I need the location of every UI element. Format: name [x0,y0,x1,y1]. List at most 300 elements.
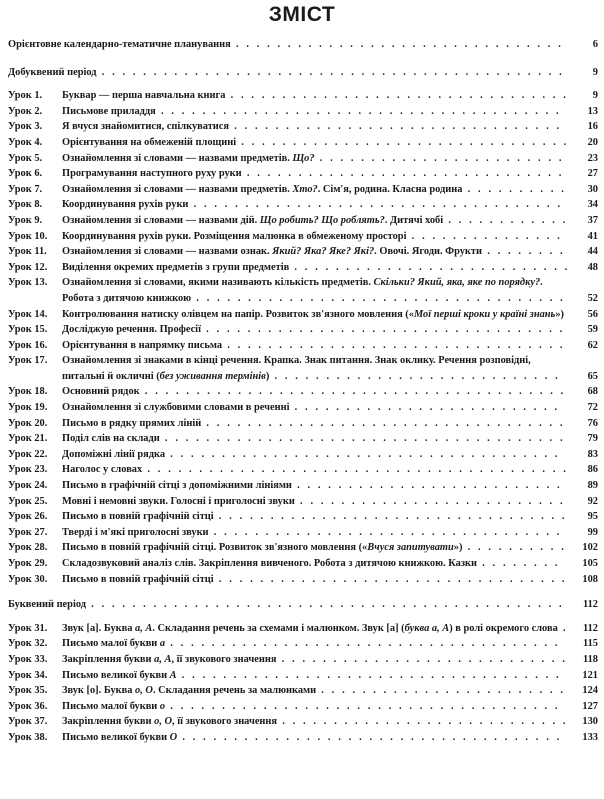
page-number: 16 [587,121,598,133]
entry-title-text: Поділ слів на склади [62,433,160,445]
entry-body [62,652,570,668]
entry-body [62,244,570,260]
entry-title-text: Тверді і м'які приголосні звуки [62,526,209,538]
lesson-number: Урок 32. [8,638,48,650]
toc-entry[interactable] [8,244,598,260]
entry-body [62,307,570,323]
entry-title [62,558,477,569]
toc-entry[interactable] [8,462,598,478]
dot-leader: . . . . . . . . . . . . . . . . . . . . . . . . . . . . [281,653,568,665]
toc-entry[interactable] [8,307,598,323]
page-number: 83 [587,448,598,460]
entry-title [62,496,295,507]
lesson-number: Урок 23. [8,464,48,476]
entry-title-text: ) в ролі окремого слова [449,622,558,634]
entry-body [62,275,570,306]
entry-body [62,88,570,104]
dot-leader: . . . . . . . . . . . . . . . . . . . . . . . . . . [294,402,560,414]
page-number: 112 [582,599,598,611]
entry-title [62,231,406,242]
toc-entry[interactable] [8,416,598,432]
page-number: 41 [587,230,598,242]
entry-title-italic: а, А [154,653,172,665]
toc-entry[interactable] [8,730,598,746]
dot-leader: . [563,622,569,634]
page-number: 102 [582,542,598,554]
entry-title-text: , її звукового значення [171,653,277,665]
entry-body [62,197,570,213]
entry-title [62,716,277,727]
page-number: 44 [587,246,598,258]
toc-entry[interactable] [8,572,598,588]
page-number: 52 [587,292,598,304]
entry-title [62,215,443,226]
entry-body [62,416,570,432]
entry-body [62,151,570,167]
entry-body [62,229,570,245]
page-number: 105 [582,558,598,569]
entry-title [62,685,316,696]
lesson-number: Урок 38. [8,731,48,743]
entry-title-text: . Дитячі хобі [384,214,444,226]
entry-title-text: Буквений період [8,599,86,611]
entry-body [62,400,570,416]
entry-title-text: Добуквений період [8,66,97,78]
entry-title [62,732,177,743]
dot-leader: . . . . . . . . . . . . . . . . . . . . . . . . . . . . . . . . . . . . . . . . . . . . . . [91,599,565,611]
entry-title-text: Ознайомлення зі словами — назвами дій. [62,214,260,226]
entry-body [62,683,570,699]
entry-title-italic: Мої перші кроки у країні знань [413,308,556,320]
entry-title-text: Письмо малої букви [62,700,160,712]
entry-title-text: Буквар — перша навчальна книга [62,90,226,102]
entry-body [62,182,570,198]
entry-title-text: Мовні і немовні звуки. Голосні і приголосні звуки [62,495,295,507]
page-number: 118 [582,653,598,665]
entry-title-text: Ознайомлення зі словами, якими називають кількість предметів. [62,277,374,289]
toc-entry[interactable] [8,699,598,715]
entry-body [62,166,570,182]
entry-title [62,638,165,649]
entry-body [8,597,570,613]
entry-body [62,462,570,478]
entry-title-italic: о [159,700,166,712]
entry-title [62,402,289,413]
toc-entry[interactable] [8,104,598,120]
entry-title-text: Ознайомлення зі знаками в кінці речення. Крапка. Знак питання. Знак оклику. Речення розповідні, питальні й окличні ( [62,355,531,382]
entry-title-italic: о, О [154,716,173,728]
toc-entry[interactable] [8,683,598,699]
dot-leader: . . . . . . . . [487,246,566,258]
entry-body [62,431,570,447]
page-number: 99 [587,526,598,538]
entry-title-text: ) [265,370,270,382]
table-of-contents [8,37,598,746]
entry-title-text: Закріплення букви [62,716,155,728]
lesson-number: Урок 34. [8,669,48,681]
lesson-number: Урок 17. [8,355,48,367]
page-number: 89 [587,480,598,492]
entry-title-text: Координування рухів руки [62,199,189,211]
entry-body [62,478,570,494]
entry-title-text: Складозвуковий аналіз слів. Закріплення вивченого. Робота з дитячою книжкою. Казки [62,558,477,569]
page-number: 115 [582,638,598,650]
entry-body [62,260,570,276]
lesson-number: Урок 3. [8,121,43,133]
dot-leader: . . . . . . . . . . . . . . . . . . . . . . . . . . . . . . . . . . . . . . [170,700,561,712]
toc-entry[interactable] [8,119,598,135]
entry-title [62,542,462,553]
dot-leader: . . . . . . . . . . . . . . . . . . . . . . . . . . . . . . . . . . . . . . . [164,433,566,445]
page-number: 86 [587,464,598,476]
entry-title-italic: без уживання термінів [159,370,266,382]
entry-title-italic: Вчуся запитувати [367,542,454,554]
entry-title-text: Координування рухів руки. Розміщення малюнка в обмеженому просторі [62,230,407,242]
entry-body [62,353,570,384]
toc-entry[interactable] [8,447,598,463]
entry-body [62,668,570,684]
entry-title [62,153,315,164]
entry-title [62,527,209,538]
toc-entry[interactable] [8,135,598,151]
page-number: 37 [587,214,598,226]
lesson-number: Урок 18. [8,386,48,398]
entry-body [62,621,570,637]
entry-title-text: Звук [а]. Буква [62,622,136,634]
entry-title [62,309,564,320]
page-number: 76 [587,417,598,429]
entry-title-text: Ознайомлення зі словами — назвами предметів. [62,183,293,195]
entry-body [62,556,570,572]
dot-leader: . . . . . . . . . . [467,542,567,554]
toc-entry[interactable] [8,88,598,104]
entry-title-italic: буква а, А [404,622,450,634]
lesson-number: Урок 5. [8,152,43,164]
entry-title-text: Письмо в повній графічній сітці. Розвиток зв'язного мовлення (« [62,542,368,554]
entry-title-text: Контролювання натиску олівцем на папір. Розвиток зв'язного мовлення (« [62,308,414,320]
toc-entry[interactable] [8,275,598,306]
dot-leader: . . . . . . . . . . . . . . . . . . . . . . . . . . . . . . . . . . [213,526,562,538]
entry-title-text: . Складання речень за схемами і малюнком. Звук [а] ( [152,622,405,634]
entry-title-text: Основний рядок [62,386,140,398]
entry-title [8,599,86,610]
toc-entry[interactable] [8,400,598,416]
dot-leader: . . . . . . . . . . . . . . . . . . . . . . . . . . . . . . . . . . . [206,417,566,429]
entry-title-text: . Овочі. Ягоди. Фрукти [374,246,482,258]
dot-leader: . . . . . . . . . . . . . . . . . . . . . . . . . . . . . . . . . . . . [196,292,566,304]
entry-title [62,623,558,634]
dot-leader: . . . . . . . . . . . . . . . . . . . . . . . . . . . . . . . . . . [218,573,568,585]
dot-leader: . . . . . . . . . . . . . . . . . . . . . . . . . . [300,495,566,507]
entry-title [62,654,276,665]
entry-title-text: ») [453,542,463,554]
page-number: 23 [587,152,598,164]
entry-title [62,90,225,101]
lesson-number: Урок 30. [8,573,48,585]
entry-title-text: Письмо в повній графічній сітці [62,573,214,585]
lesson-number: Урок 27. [8,526,48,538]
lesson-number: Урок 22. [8,448,48,460]
dot-leader: . . . . . . . . . . . . . . . . . . . . . . . . . . . . [282,716,569,728]
page-number: 9 [592,90,598,102]
page-number: 127 [582,700,598,712]
page-number: 27 [587,168,598,180]
toc-entry[interactable] [8,229,598,245]
toc-entry[interactable] [8,182,598,198]
lesson-number: Урок 37. [8,716,48,728]
entry-body [62,540,570,556]
entry-title-text: Закріплення букви [62,653,155,665]
toc-entry[interactable] [8,431,598,447]
entry-body [8,65,570,81]
entry-title-text: . Складання речень за малюнками [152,685,317,697]
dot-leader: . . . . . . . . . . [467,183,567,195]
entry-title-text: Ознайомлення зі словами — назвами ознак. [62,246,273,258]
dot-leader: . . . . . . . . . . . . . . . . . . . . . . . . [321,685,566,697]
entry-title-text: Програмування наступного руху руки [62,168,242,180]
entry-title-italic: а, А [135,622,153,634]
entry-title [62,106,156,117]
entry-title-text: Письмо великої букви [62,669,170,681]
entry-title [62,246,482,257]
toc-entry[interactable] [8,540,598,556]
page-number: 133 [582,731,598,743]
lesson-number: Урок 16. [8,339,48,351]
dot-leader: . . . . . . . . . . . . . . . . . . . . . . . . . . . . . . . . . . . . . . . . . [144,386,566,398]
page-number: 56 [587,308,598,320]
lesson-number: Урок 14. [8,308,48,320]
dot-leader: . . . . . . . . . . . . . . . . . . . . . . . . . . . . . . . . . . . . . . [170,448,561,460]
dot-leader: . . . . . . . . . . . . [448,214,568,226]
entry-title-text: Допоміжні лінії рядка [62,448,166,460]
page-number: 9 [592,66,598,78]
toc-entry[interactable] [8,353,598,384]
entry-body [62,714,570,730]
entry-title [8,67,97,78]
page-number: 92 [587,495,598,507]
toc-entry[interactable] [8,494,598,510]
entry-title-text: Досліджую речення. Професії [62,324,201,336]
entry-title-text: Письмо великої букви [62,731,170,743]
entry-title-italic: Хто? [292,183,318,195]
dot-leader: . . . . . . . . [482,558,561,569]
toc-entry[interactable] [8,322,598,338]
dot-leader: . . . . . . . . . . . . . . . . . . . . . . . . [319,152,565,164]
entry-body [62,104,570,120]
entry-title [62,464,142,475]
page-number: 108 [582,573,598,585]
entry-body [62,509,570,525]
dot-leader: . . . . . . . . . . . . . . . . . . . . . . . . . . . . . . . . . . . . . . . . . . . . . [101,66,565,78]
toc-entry[interactable] [8,509,598,525]
entry-body [62,699,570,715]
page-number: 72 [587,402,598,414]
dot-leader: . . . . . . . . . . . . . . . . . . . . . . . . . . . . . . . . . . . . [193,199,563,211]
lesson-number: Урок 10. [8,230,48,242]
dot-leader: . . . . . . . . . . . . . . . . . . . . . . . . . . . . . . . . . . . . . . [170,638,561,650]
entry-title [62,670,177,681]
entry-title-text: Письмо в рядку прямих ліній [62,417,202,429]
entry-title-text: Виділення окремих предметів з групи предметів [62,261,290,273]
toc-entry[interactable] [8,621,598,637]
entry-title-text: Звук [о]. Буква [62,685,136,697]
lesson-number: Урок 29. [8,558,48,569]
entry-body [62,119,570,135]
toc-entry[interactable] [8,151,598,167]
dot-leader: . . . . . . . . . . . . . . . . . . . . . . . . . . . . . . . . . . . [206,324,565,336]
lesson-number: Урок 35. [8,685,48,697]
entry-body [62,525,570,541]
lesson-number: Урок 19. [8,402,48,414]
entry-title [62,433,160,444]
lesson-number: Урок 28. [8,542,48,554]
entry-title-italic: о, О [135,685,153,697]
lesson-number: Урок 15. [8,324,48,336]
entry-title-text: Письмо в повній графічній сітці [62,511,214,523]
entry-title-italic: Що робить? Що роблять? [259,214,385,226]
dot-leader: . . . . . . . . . . . . . . . . . . . . . . . . . . . . . . . . . . . . . [182,731,562,743]
toc-entry[interactable] [8,556,598,572]
toc-entry[interactable] [8,525,598,541]
lesson-number: Урок 4. [8,136,43,148]
entry-body [62,135,570,151]
lesson-number: Урок 33. [8,653,48,665]
entry-title-text: Ознайомлення зі службовими словами в реченні [62,402,290,414]
page-number: 79 [587,433,598,445]
page-number: 20 [587,136,598,148]
lesson-number: Урок 11. [8,246,47,258]
entry-title-text: Орієнтування на обмеженій площині [62,136,237,148]
dot-leader: . . . . . . . . . . . . . . . . . . . . . . . . . . . . . . . . . [230,90,569,102]
entry-title [62,386,140,397]
entry-title-italic: А [169,669,177,681]
page-number: 59 [587,324,598,336]
lesson-number: Урок 21. [8,433,48,445]
entry-title [62,449,165,460]
entry-title-italic: Який? Яка? Яке? Які? [272,246,375,258]
entry-title-text: , її звукового значення [172,716,278,728]
entry-body [62,338,570,354]
page-number: 48 [587,261,598,273]
entry-title [62,168,242,179]
entry-title-italic: Скільки? Який, яка, яке по порядку? [373,277,541,289]
page-number: 95 [587,511,598,523]
entry-title [62,480,292,491]
entry-body [62,572,570,588]
entry-title-text: ») [555,308,564,320]
entry-title-text: . Робота з дитячою книжкою [62,277,543,304]
entry-title-italic: а [159,638,166,650]
entry-title [62,137,236,148]
dot-leader: . . . . . . . . . . . . . . . . . . . . . . . . . . . . . . . . [235,39,564,50]
toc-entry[interactable] [8,166,598,182]
entry-body [62,494,570,510]
entry-title [62,511,214,522]
entry-title [62,418,201,429]
toc-section[interactable] [8,65,598,81]
dot-leader: . . . . . . . . . . . . . . . . . . . . . . . . . . [297,480,563,492]
page-number: 30 [587,183,598,195]
entry-title-italic: О [169,731,178,743]
entry-body [62,384,570,400]
entry-title-italic: Що? [292,152,315,164]
page-number: 65 [587,370,598,382]
dot-leader: . . . . . . . . . . . . . . . . . . . . . . . . . . . . . . . . . . . . . . . . . [147,464,569,476]
dot-leader: . . . . . . . . . . . . . . . . . . . . . . . . . . . [294,261,570,273]
dot-leader: . . . . . . . . . . . . . . . . . . . . . . . . . . . . . . . . . [227,339,566,351]
toc-entry[interactable] [8,636,598,652]
lesson-number: Урок 31. [8,622,48,634]
toc-entry[interactable] [8,652,598,668]
entry-title [62,199,188,210]
entry-title-text: Письмо в графічній сітці з допоміжними лініями [62,480,292,492]
toc-section[interactable] [8,597,598,613]
entry-body [62,322,570,338]
lesson-number: Урок 8. [8,199,43,211]
entry-body [62,636,570,652]
toc-entry[interactable] [8,197,598,213]
toc-entry[interactable] [8,338,598,354]
page-number: 68 [587,386,598,398]
entry-title [8,39,231,50]
toc-entry[interactable] [8,668,598,684]
entry-title [62,701,165,712]
page-number: 130 [582,716,598,728]
lesson-number: Урок 36. [8,700,48,712]
entry-body [62,447,570,463]
toc-entry[interactable] [8,714,598,730]
lesson-number: Урок 20. [8,417,48,429]
toc-section[interactable] [8,37,598,53]
entry-title-text: Я вчуся знайомитися, спілкуватися [62,121,230,133]
dot-leader: . . . . . . . . . . . . . . . . . . . . . . . . . . . . . . . . . . . . . . . [160,105,562,117]
lesson-number: Урок 12. [8,261,48,273]
page-number: 34 [587,199,598,211]
entry-title [62,324,201,335]
entry-title [62,121,229,132]
entry-body [62,213,570,229]
dot-leader: . . . . . . . . . . . . . . . . . . . . . . . . . . . . . . . . . . [218,511,568,523]
entry-body [62,730,570,746]
lesson-number: Урок 6. [8,168,43,180]
entry-title-text: . Сім'я, родина. Класна родина [317,183,463,195]
entry-title-text: Орієнтовне календарно-тематичне планування [8,39,231,50]
entry-title-text: Орієнтування в напрямку письма [62,339,223,351]
toc-entry[interactable] [8,213,598,229]
entry-title [62,340,222,351]
page-number: 6 [592,39,598,50]
toc-entry[interactable] [8,260,598,276]
lesson-number: Урок 24. [8,480,48,492]
entry-title-text: Наголос у словах [62,464,143,476]
entry-body [8,37,570,53]
dot-leader: . . . . . . . . . . . . . . . . . . . . . . . . . . . . . . . . [234,121,562,133]
entry-title [62,574,214,585]
lesson-number: Урок 9. [8,214,43,226]
lesson-number: Урок 7. [8,183,43,195]
page-number: 112 [582,622,598,634]
dot-leader: . . . . . . . . . . . . . . . . . . . . . . . . . . . . . . . . . . . . . [181,669,562,681]
dot-leader: . . . . . . . . . . . . . . . . . . . . . . . . . . . . . . . [246,168,564,180]
toc-entry[interactable] [8,478,598,494]
lesson-number: Урок 13. [8,277,48,289]
dot-leader: . . . . . . . . . . . . . . . . . . . . . . . . . . . . . . . . [241,136,569,148]
toc-entry[interactable] [8,384,598,400]
entry-title-text: Письмо малої букви [62,638,160,650]
lesson-number: Урок 25. [8,495,48,507]
page-title: ЗМІСТ [268,3,336,26]
entry-title [62,184,462,195]
